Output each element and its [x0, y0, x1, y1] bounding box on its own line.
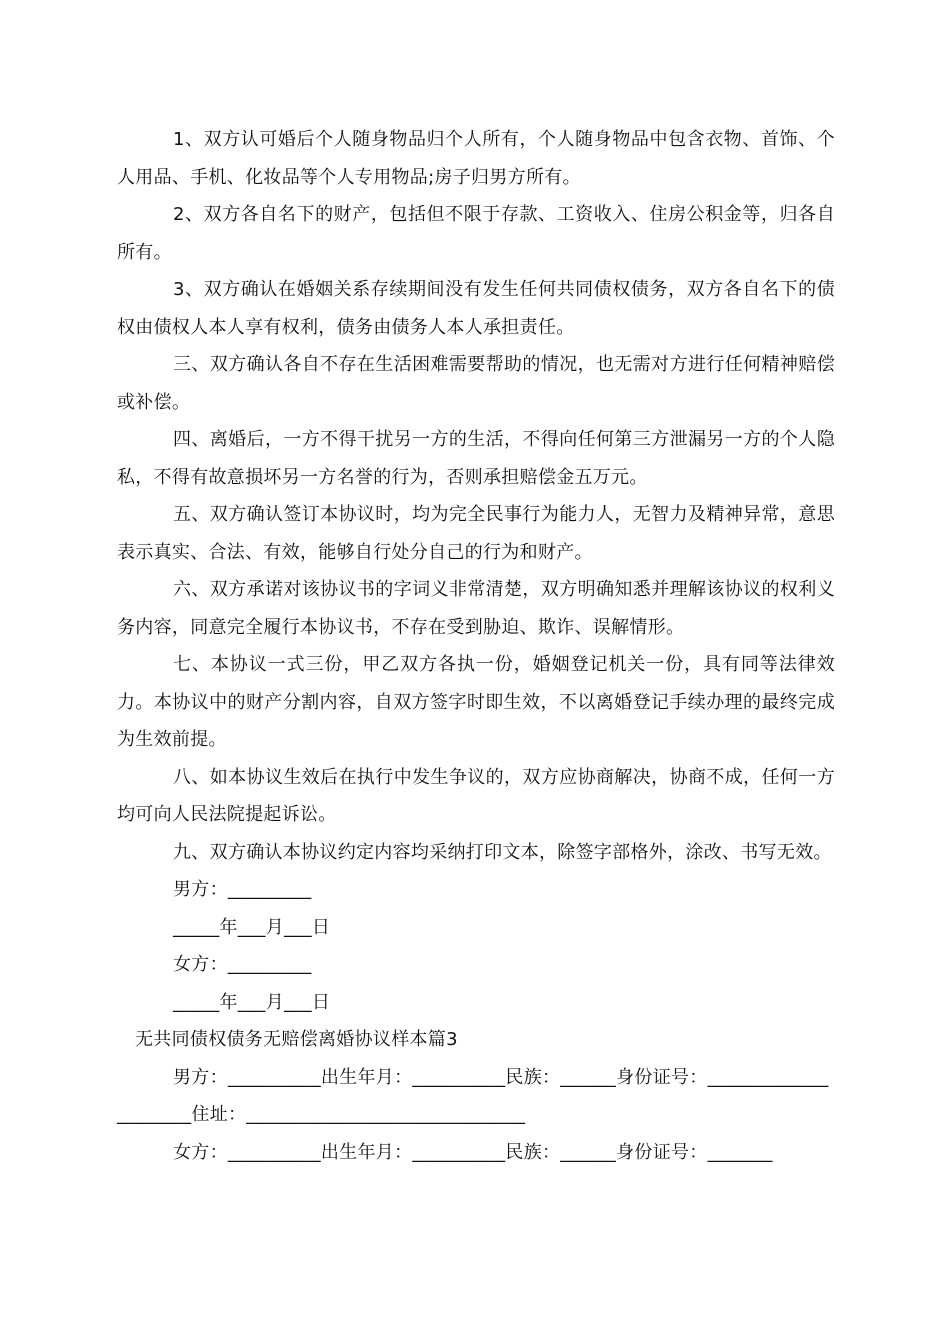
- clause-1: 1、双方认可婚后个人随身物品归个人所有，个人随身物品中包含衣物、首饰、个人用品、手机、化妆品等个人专用物品;房子归男方所有。: [117, 129, 835, 188]
- clause-3: 3、双方确认在婚姻关系存续期间没有发生任何共同债权债务，双方各自名下的债权由债权人本人享有权利，债务由债务人本人承担责任。: [117, 279, 835, 338]
- section-title: 无共同债权债务无赔偿离婚协议样本篇3: [135, 1029, 458, 1050]
- clause-seven: 七、本协议一式三份，甲乙双方各执一份，婚姻登记机关一份，具有同等法律效力。本协议中的财产分割内容，自双方签字时即生效，不以离婚登记手续办理的最终完成为生效前提。: [117, 654, 835, 750]
- clause-four: 四、离婚后，一方不得干扰另一方的生活，不得向任何第三方泄漏另一方的个人隐私，不得有故意损坏另一方名誉的行为，否则承担赔偿金五万元。: [117, 429, 835, 488]
- female-info-line: 女方：__________出生年月：__________民族：______身份证号：_______: [173, 1141, 773, 1163]
- document-body: [117, 121, 835, 1171]
- clause-three: 三、双方确认各自不存在生活困难需要帮助的情况，也无需对方进行任何精神赔偿或补偿。: [117, 354, 835, 413]
- male-signature-line: 男方：_________: [173, 879, 312, 900]
- female-signature-line: 女方：_________: [173, 954, 312, 975]
- clause-nine: 九、双方确认本协议约定内容均采纳打印文本，除签字部格外，涂改、书写无效。: [173, 841, 832, 863]
- clause-2: 2、双方各自名下的财产，包括但不限于存款、工资收入、住房公积金等，归各自所有。: [117, 204, 835, 263]
- clause-six: 六、双方承诺对该协议书的字词义非常清楚，双方明确知悉并理解该协议的权利义务内容，同意完全履行本协议书，不存在受到胁迫、欺诈、误解情形。: [117, 579, 835, 638]
- male-date-line: _____年___月___日: [173, 916, 331, 938]
- female-date-line: _____年___月___日: [173, 991, 331, 1013]
- male-info-line: 男方：__________出生年月：__________民族：______身份证号：_____________________住址：______________________________: [117, 1066, 829, 1125]
- clause-five: 五、双方确认签订本协议时，均为完全民事行为能力人，无智力及精神异常，意思表示真实、合法、有效，能够自行处分自己的行为和财产。: [117, 504, 835, 563]
- clause-eight: 八、如本协议生效后在执行中发生争议的，双方应协商解决，协商不成，任何一方均可向人民法院提起诉讼。: [117, 766, 835, 825]
